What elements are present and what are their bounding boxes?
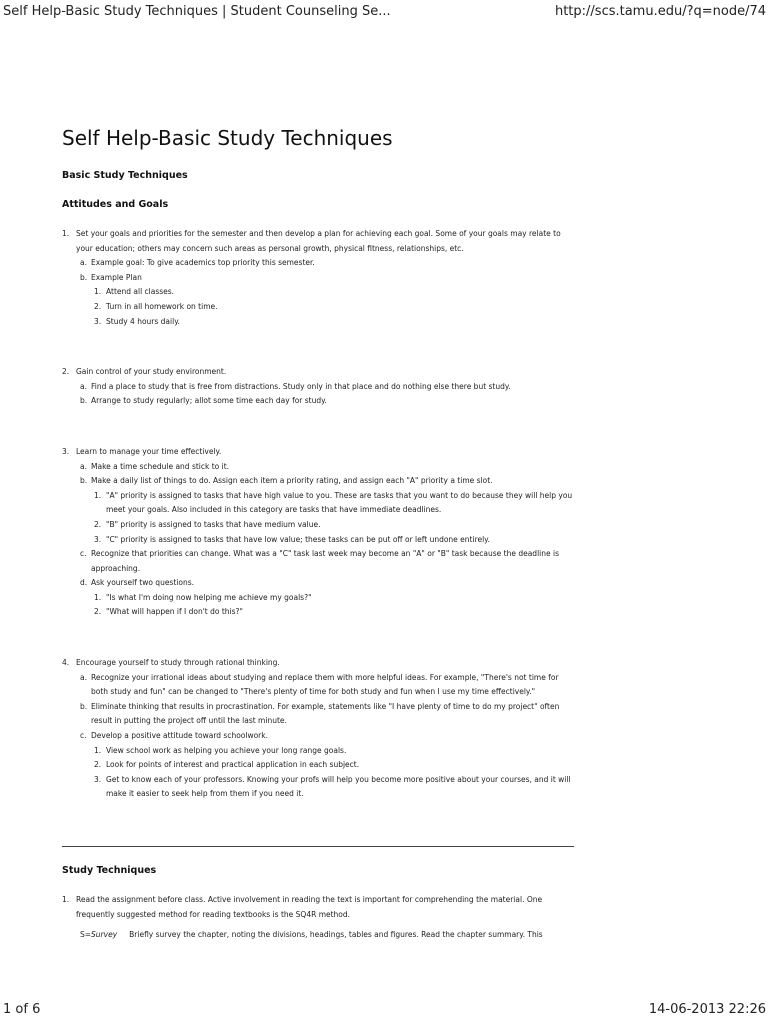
list-item-text: "A" priority is assigned to tasks that have high value to you. These are tasks that you want to do because they will help you meet your goals. Also included in this category are tasks that have immediate deadlines. <box>106 490 573 515</box>
list-item <box>76 394 574 409</box>
list-item <box>62 893 574 922</box>
list-item <box>91 315 574 330</box>
section-divider <box>62 846 574 847</box>
list-item <box>62 365 574 409</box>
list-number: 2. <box>94 301 102 311</box>
list-number: 1. <box>94 287 102 297</box>
list-letter: c. <box>80 731 87 741</box>
list-item <box>76 671 574 700</box>
list-item-text: "Is what I'm doing now helping me achieve my goals?" <box>106 592 312 602</box>
sq4r-term: Survey <box>91 930 118 940</box>
list-letter: a. <box>80 258 87 268</box>
list-number: 2. <box>94 519 102 529</box>
list-item-text: Gain control of your study environment. <box>76 367 227 377</box>
list-item <box>76 256 574 271</box>
list-item-text: Eliminate thinking that results in procrastination. For example, statements like "I have plenty of time to do my project" often result in putting the project off until the last minute. <box>91 701 560 726</box>
list-number: 3. <box>62 446 70 456</box>
list-item-text: Attend all classes. <box>106 287 175 297</box>
list-item-text: Example goal: To give academics top priority this semester. <box>91 258 315 268</box>
list-number: 2. <box>94 607 102 617</box>
list-letter: b. <box>80 396 88 406</box>
list-item-text: Encourage yourself to study through rational thinking. <box>76 658 280 668</box>
list-item <box>76 729 574 802</box>
sub-list <box>76 380 574 409</box>
page-title: Self Help-Basic Study Techniques <box>62 126 393 150</box>
list-number: 1. <box>94 490 102 500</box>
list-item-text: Make a daily list of things to do. Assign each item a priority rating, and assign each "A" priority a time slot. <box>91 476 493 486</box>
list-item-text: Arrange to study regularly; allot some time each day for study. <box>91 396 327 406</box>
list-letter: b. <box>80 272 88 282</box>
list-item <box>76 700 574 729</box>
list-item-text: Read the assignment before class. Active involvement in reading the text is important for comprehending the material. One frequently suggested method for reading textbooks is the SQ4R method. <box>76 895 543 919</box>
print-timestamp: 14-06-2013 22:26 <box>648 1002 766 1017</box>
sq4r-description: Briefly survey the chapter, noting the divisions, headings, tables and figures. Read the chapter summary. This <box>129 930 543 940</box>
list-item <box>76 474 574 547</box>
list-item <box>91 533 574 548</box>
list-item <box>76 271 574 329</box>
list-number: 3. <box>94 534 102 544</box>
list-item <box>62 227 574 329</box>
list-item-text: View school work as helping you achieve your long range goals. <box>106 745 347 755</box>
document-content <box>62 120 574 942</box>
list-item <box>76 460 574 475</box>
list-item <box>76 380 574 395</box>
list-item <box>91 744 574 759</box>
page-url: http://scs.tamu.edu/?q=node/74 <box>554 4 766 19</box>
list-item <box>91 605 574 620</box>
sub-list <box>76 671 574 802</box>
list-item <box>62 656 574 802</box>
browser-page-title: Self Help-Basic Study Techniques | Student Counseling Se... <box>3 4 391 19</box>
list-item-text: Look for points of interest and practical application in each subject. <box>106 760 360 770</box>
sq4r-survey-row <box>62 928 574 942</box>
list-item <box>91 758 574 773</box>
list-number: 4. <box>62 658 70 668</box>
list-item-text: Find a place to study that is free from distractions. Study only in that place and do nothing else there but study. <box>91 381 511 391</box>
page-count: 1 of 6 <box>3 1002 41 1017</box>
list-item <box>91 591 574 606</box>
list-item-text: Get to know each of your professors. Knowing your profs will help you become more positive about your courses, and it will make it easier to seek help from them if you need it. <box>106 774 571 799</box>
attitudes-goals-heading: Attitudes and Goals <box>62 199 169 210</box>
list-letter: a. <box>80 672 87 682</box>
list-item-text: Develop a positive attitude toward schoolwork. <box>91 731 268 741</box>
list-number: 1. <box>94 745 102 755</box>
list-letter: b. <box>80 476 88 486</box>
list-item <box>91 489 574 518</box>
study-techniques-heading: Study Techniques <box>62 865 157 876</box>
list-item <box>91 285 574 300</box>
list-item <box>91 518 574 533</box>
list-item-text: Recognize that priorities can change. What was a "C" task last week may become an "A" or "B" task because the deadline is approaching. <box>91 549 559 573</box>
list-item <box>91 300 574 315</box>
sub-list <box>91 744 574 802</box>
sub-list <box>91 489 574 547</box>
list-number: 2. <box>94 760 102 770</box>
list-item-text: Set your goals and priorities for the semester and then develop a plan for achieving each goal. Some of your goals may relate to your education; others may concern such areas as personal growth, physical fitness, relationships, etc. <box>76 229 561 253</box>
list-item <box>76 576 574 620</box>
list-letter: b. <box>80 701 88 711</box>
list-item-text: Study 4 hours daily. <box>106 316 180 326</box>
list-letter: a. <box>80 381 87 391</box>
list-item <box>91 773 574 802</box>
sub-list <box>76 460 574 621</box>
list-item-text: Example Plan <box>91 272 142 282</box>
list-number: 2. <box>62 367 70 377</box>
list-number: 1. <box>62 895 70 904</box>
list-item-text: "C" priority is assigned to tasks that have low value; these tasks can be put off or left undone entirely. <box>106 534 490 544</box>
list-item-text: Recognize your irrational ideas about studying and replace them with more helpful ideas. For example, "There's not time for both study and fun" can be changed to "There's plenty of time for both study and fun when I use my time effectively." <box>91 672 559 697</box>
section-subtitle: Basic Study Techniques <box>62 170 188 181</box>
list-item-text: Learn to manage your time effectively. <box>76 446 222 456</box>
sq4r-letter: S= <box>80 930 92 940</box>
list-item <box>62 445 574 620</box>
list-number: 1. <box>94 592 102 602</box>
list-letter: a. <box>80 461 87 471</box>
list-item-text: Ask yourself two questions. <box>91 578 195 588</box>
list-item <box>76 547 574 576</box>
attitudes-goals-list <box>62 227 574 802</box>
list-item-text: Turn in all homework on time. <box>106 301 218 311</box>
list-item-text: "B" priority is assigned to tasks that have medium value. <box>106 519 321 529</box>
sub-list <box>91 591 574 620</box>
list-number: 1. <box>62 229 70 238</box>
sub-list <box>76 256 574 329</box>
list-item-text: "What will happen if I don't do this?" <box>106 607 243 617</box>
list-item-text: Make a time schedule and stick to it. <box>91 461 230 471</box>
list-letter: c. <box>80 549 87 559</box>
list-letter: d. <box>80 578 88 588</box>
list-number: 3. <box>94 774 102 784</box>
list-number: 3. <box>94 316 102 326</box>
study-techniques-list <box>62 893 574 922</box>
sub-list <box>91 285 574 329</box>
